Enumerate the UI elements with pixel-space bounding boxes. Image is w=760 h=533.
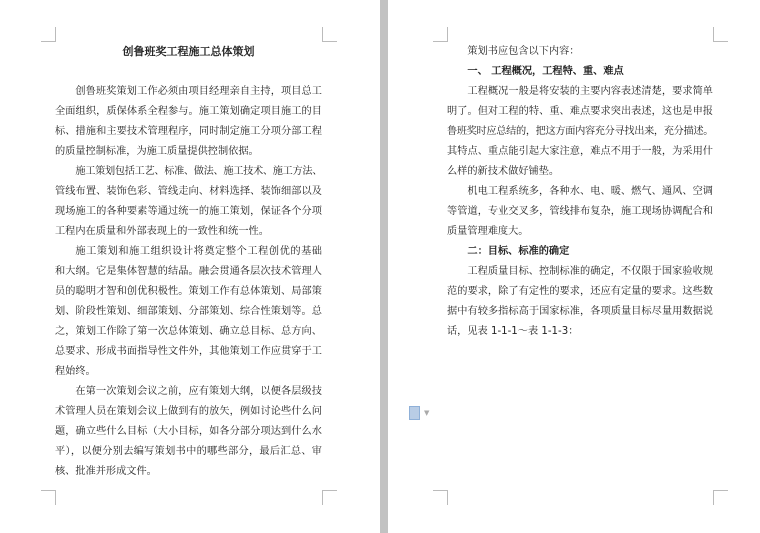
paragraph-line: 术管理人员在策划会议上做到有的放矢，例如讨论些什么问	[55, 406, 322, 417]
paragraph-line: 之，策划工作除了第一次总体策划、确立总目标、总方向、	[55, 326, 322, 337]
corner-mark	[322, 27, 337, 42]
document-page-2	[388, 0, 760, 533]
intro-text: 策划书应包含以下内容：	[467, 46, 580, 57]
page-2-body[interactable]	[447, 42, 713, 342]
section-heading-1: 一、 工程概况，工程特、重、难点	[467, 66, 624, 77]
paragraph-line: 机电工程系统多，各种水、电、暖、燃气、通风、空调	[467, 186, 713, 197]
paragraph-line: 范的要求，除了有定性的要求，还应有定量的要求。这些数	[447, 286, 713, 297]
paragraph-line: 员的聪明才智和创优积极性。策划工作有总体策划、局部策	[55, 286, 322, 297]
page-gap	[380, 0, 388, 533]
document-title: 创鲁班奖工程施工总体策划	[122, 45, 255, 58]
paragraph-line: 话，见表 1-1-1～表 1-1-3：	[447, 326, 579, 337]
paragraph-line: 在第一次策划会议之前，应有策划大纲，以便各层级技	[75, 386, 322, 397]
paragraph	[55, 82, 322, 162]
paragraph-line: 鲁班奖时应总结的，把这方面内容充分寻找出来，充分描述。	[447, 126, 713, 137]
paragraph	[55, 382, 322, 482]
page-1-body[interactable]	[55, 42, 322, 482]
paragraph-line: 管线布置、装饰色彩、管线走向、材料选择、装饰细部以及	[55, 186, 322, 197]
paragraph	[55, 162, 322, 242]
paragraph-line: 质量管理难度大。	[447, 226, 529, 237]
paragraph-line: 核、批准并形成文件。	[55, 466, 157, 477]
paragraph	[447, 182, 713, 242]
paragraph-line: 施工策划包括工艺、标准、做法、施工技术、施工方法、	[75, 166, 322, 177]
paragraph-line: 平），以便分别去编写策划书中的哪些部分，最后汇总、审	[55, 446, 322, 457]
corner-mark	[713, 490, 728, 505]
paragraph-line: 现场施工的各种要素等通过统一的施工策划，保证各个分项	[55, 206, 322, 217]
paragraph-line: 程始终。	[55, 366, 96, 377]
paragraph-line: 工程质量目标、控制标准的确定，不仅限于国家验收规	[467, 266, 713, 277]
paragraph	[447, 82, 713, 182]
paragraph-line: 标、措施和主要技术管理程序，同时制定施工分项分部工程	[55, 126, 322, 137]
paragraph-line: 等管道，专业交叉多，管线排布复杂，施工现场协调配合和	[447, 206, 713, 217]
paragraph-line: 工程内在质量和外部表现上的一致性和统一性。	[55, 226, 269, 237]
paragraph-line: 施工策划和施工组织设计将奠定整个工程创优的基础	[75, 246, 322, 257]
paragraph-line: 据中有较多指标高于国家标准，各项质量目标尽量用数据说	[447, 306, 713, 317]
paragraph-line: 明了。但对工程的特、重、难点要求突出表述，这也是申报	[447, 106, 713, 117]
paragraph-line: 和大纲。它是集体智慧的结晶。融会贯通各层次技术管理人	[55, 266, 322, 277]
paragraph-line: 创鲁班奖策划工作必须由项目经理亲自主持，项目总工	[75, 86, 322, 97]
paragraph-line: 工程概况一般是将安装的主要内容表述清楚，要求简单	[467, 86, 713, 97]
corner-mark	[433, 490, 448, 505]
paragraph	[55, 242, 322, 382]
section-heading-2: 二：目标、标准的确定	[467, 246, 570, 257]
paste-options-button[interactable]	[409, 406, 429, 420]
paragraph-line: 总要求、形成书面指导性文件外，其他策划工作应贯穿于工	[55, 346, 322, 357]
paragraph-line: 的质量控制标准，为施工质量提供控制依据。	[55, 146, 259, 157]
paragraph-line: 划、阶段性策划、细部策划、分部策划、综合性策划等。总	[55, 306, 322, 317]
corner-mark	[433, 27, 448, 42]
corner-mark	[41, 490, 56, 505]
paste-options-icon	[409, 406, 420, 420]
paragraph-line: 全面组织，质保体系全程参与。施工策划确定项目施工的目	[55, 106, 322, 117]
paragraph-line: 题，确立些什么目标（大小目标，如各分部分项达到什么水	[55, 426, 322, 437]
corner-mark	[322, 490, 337, 505]
paragraph	[447, 262, 713, 342]
paragraph-line: 么样的新技术做好铺垫。	[447, 166, 560, 177]
chevron-down-icon: ▼	[424, 409, 430, 417]
corner-mark	[41, 27, 56, 42]
paragraph-line: 其特点、重点能引起大家注意，难点不用于一般，为采用什	[447, 146, 713, 157]
corner-mark	[713, 27, 728, 42]
